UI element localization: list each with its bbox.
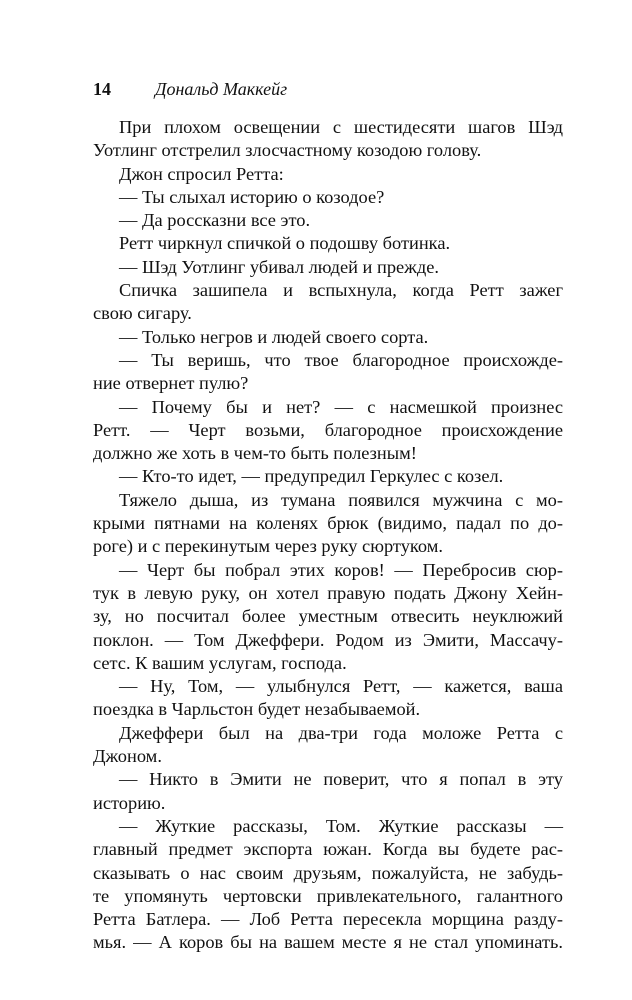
text-line: Джон спросил Ретта: <box>119 163 284 184</box>
text-line: — Никто в Эмити не поверит, что я попал в эту <box>119 769 563 790</box>
text-line: крыми пятнами на коленях брюк (видимо, падал по до- <box>93 513 563 534</box>
text-line: историю. <box>93 792 166 813</box>
text-line: те упомянуть чертовски привлекательного, галантного <box>93 885 563 906</box>
text-line: роге) и с перекинутым через руку сюртуком. <box>93 536 443 557</box>
text-line: — Ты слыхал историю о козодое? <box>119 186 385 207</box>
text-line: Ретт. — Черт возьми, благородное происхождение <box>93 419 563 440</box>
text-line: Ретт чиркнул спичкой о подошву ботинка. <box>119 233 451 254</box>
text-line: поездка в Чарльстон будет незабываемой. <box>93 699 421 720</box>
text-line: Уотлинг отстрелил злосчастному козодою голову. <box>93 140 482 161</box>
text-line: поклон. — Том Джеффери. Родом из Эмити, Массачу- <box>93 629 563 650</box>
running-header-author: Дональд Маккейг <box>155 79 288 99</box>
text-line: свою сигару. <box>93 303 192 324</box>
running-header <box>93 78 287 100</box>
text-line: При плохом освещении с шестидесяти шагов Шэд <box>119 117 563 137</box>
text-line: Джеффери был на два-три года моложе Ретта с <box>119 722 563 743</box>
text-line: Джоном. <box>93 746 162 767</box>
text-line: — Только негров и людей своего сорта. <box>119 326 429 347</box>
text-line: — Шэд Уотлинг убивал людей и прежде. <box>119 256 440 277</box>
text-line: — Жуткие рассказы, Том. Жуткие рассказы — <box>119 815 563 836</box>
text-line: — Кто-то идет, — предупредил Геркулес с козел. <box>119 466 504 487</box>
text-line: должно же хоть в чем-то быть полезным! <box>93 443 417 464</box>
text-line: — Ты веришь, что твое благородное происхожде- <box>119 349 563 370</box>
text-line: мья. — А коров бы на вашем месте я не стал упоминать. <box>93 932 563 953</box>
text-line: Ретта Батлера. — Лоб Ретта пересекла морщина разду- <box>93 909 563 930</box>
text-line: — Ну, Том, — улыбнулся Ретт, — кажется, ваша <box>119 676 563 697</box>
text-line: — Почему бы и нет? — с насмешкой произнес <box>119 396 563 417</box>
page-number: 14 <box>93 79 111 99</box>
text-line: сказывать о нас своим друзьям, пожалуйста, не забудь- <box>93 862 563 883</box>
text-line: тук в левую руку, он хотел правую подать Джону Хейн- <box>93 582 563 603</box>
text-line: Спичка зашипела и вспыхнула, когда Ретт зажег <box>119 280 563 301</box>
text-line: ние отвернет пулю? <box>93 373 249 394</box>
text-line: зу, но посчитал более уместным отвесить неуклюжий <box>93 606 563 627</box>
text-line: главный предмет экспорта южан. Когда вы будете рас- <box>93 839 563 860</box>
text-line: сетс. К вашим услугам, господа. <box>93 652 347 673</box>
text-line: — Да россказни все это. <box>119 210 311 231</box>
text-line: — Черт бы побрал этих коров! — Перебросив сюр- <box>119 559 563 580</box>
body-text <box>93 116 563 955</box>
text-line: Тяжело дыша, из тумана появился мужчина с мо- <box>119 489 563 510</box>
